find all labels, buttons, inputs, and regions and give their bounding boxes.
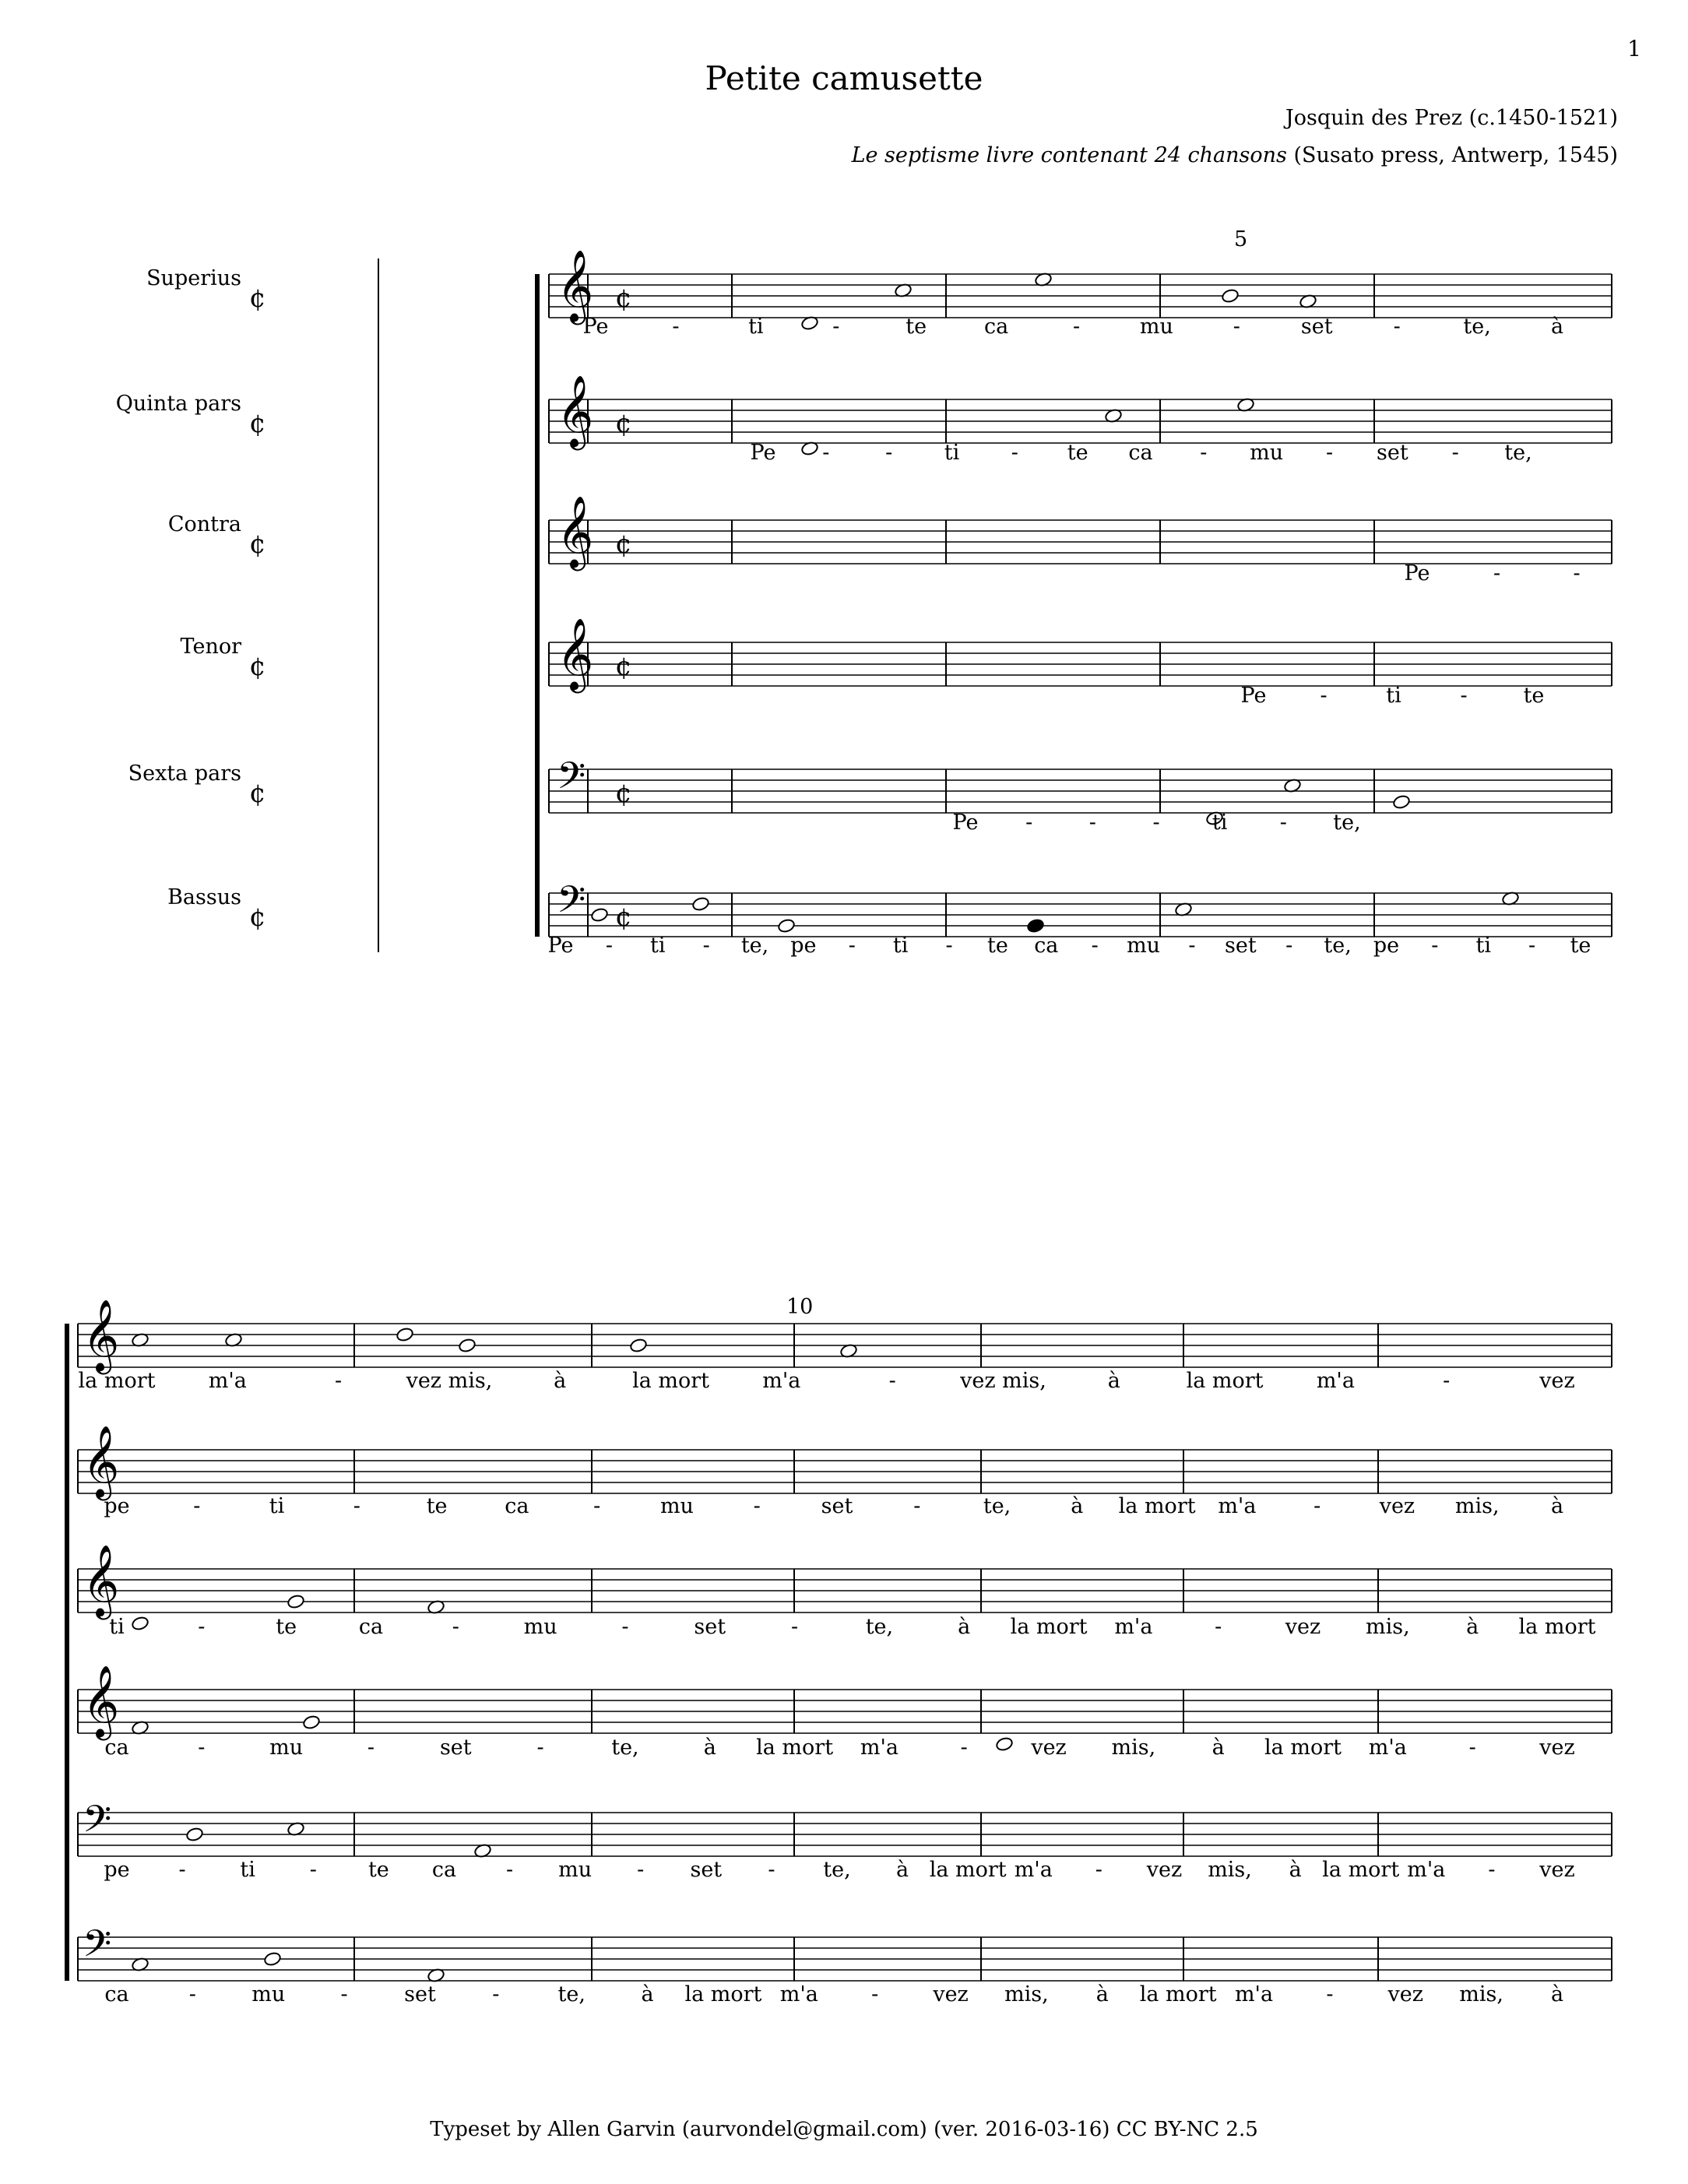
- lyric-syllable: -: [848, 934, 856, 958]
- lyric-syllable: -: [492, 1982, 500, 2006]
- lyric-syllable: vez: [1387, 1982, 1423, 2006]
- lyric-syllable: mu: [523, 1615, 557, 1639]
- lyric-syllable: pe: [104, 1858, 130, 1882]
- lyric-syllable: te: [367, 1858, 389, 1882]
- lyric-syllable: vez: [933, 1982, 969, 2006]
- lyric-syllable: -: [1091, 934, 1099, 958]
- lyric-syllable: mu: [1250, 441, 1284, 465]
- lyric-syllable: -: [198, 1615, 206, 1639]
- lyric-syllable: -: [1285, 934, 1293, 958]
- lyric-syllable: la mort: [78, 1369, 156, 1393]
- lyric-syllable: ti: [650, 934, 666, 958]
- lyric-syllable: set: [694, 1615, 726, 1639]
- lyric-syllable: -: [340, 1982, 348, 2006]
- lyric-syllable: -: [353, 1494, 360, 1518]
- lyric-syllable: -: [1431, 934, 1439, 958]
- lyric-syllable: vez: [1539, 1858, 1575, 1882]
- lyric-syllable: à: [1550, 1982, 1564, 2006]
- treble-clef-icon: 𝄞: [83, 1425, 120, 1497]
- part-name-contra: Contra: [167, 512, 241, 536]
- lyric-syllable: -: [1095, 1858, 1102, 1882]
- lyric-syllable: -: [753, 1494, 761, 1518]
- lyric-syllable: pe: [104, 1494, 130, 1518]
- lyric-syllable: la mort: [1118, 1494, 1196, 1518]
- lyric-syllable: -: [672, 315, 680, 339]
- lyric-syllable: pe: [790, 934, 817, 958]
- lyric-syllable: -: [309, 1858, 317, 1882]
- lyric-syllable: set: [690, 1858, 723, 1882]
- note-head: [1392, 794, 1411, 810]
- lyric-syllable: à: [1550, 315, 1564, 339]
- cut-time-icon: ¢: [615, 778, 632, 809]
- note-head: [263, 1951, 282, 1967]
- note-head: [1026, 918, 1045, 934]
- lyric-syllable: ca: [1034, 934, 1059, 958]
- lyric-syllable: vez mis,: [406, 1369, 493, 1393]
- lyric-syllable: mis,: [1208, 1858, 1252, 1882]
- lyric-syllable: te: [1570, 934, 1591, 958]
- cut-time-icon: ¢: [615, 408, 632, 439]
- source-publisher: (Susato press, Antwerp, 1545): [1286, 143, 1618, 167]
- page-title: Petite camusette: [705, 59, 983, 97]
- note-head: [396, 1327, 414, 1342]
- composer-credit: Josquin des Prez (c.1450-1521): [1285, 106, 1618, 130]
- lyric-syllable: -: [335, 1369, 343, 1393]
- lyric-syllable: la mort: [1518, 1615, 1596, 1639]
- lyric-syllable: ti: [892, 934, 909, 958]
- treble-clef-icon: 𝄞: [557, 375, 594, 447]
- lyric-syllable: mis,: [1454, 1494, 1500, 1518]
- lyric-syllable: mis,: [1004, 1982, 1049, 2006]
- treble-clef-icon: 𝄞: [83, 1299, 120, 1371]
- lyric-syllable: -: [832, 315, 840, 339]
- lyric-syllable: -: [960, 1736, 968, 1760]
- lyric-syllable: la mort: [756, 1736, 834, 1760]
- lyric-syllable: ti: [1211, 811, 1228, 835]
- part-name-quinta: Quinta pars: [115, 392, 241, 416]
- lyric-syllable: à: [1550, 1494, 1564, 1518]
- lyric-syllable: -: [1443, 1369, 1451, 1393]
- lyric-syllable: -: [768, 1858, 775, 1882]
- lyric-syllable: -: [1152, 811, 1160, 835]
- lyric-syllable: -: [1188, 934, 1196, 958]
- lyric-syllable: -: [452, 1615, 459, 1639]
- lyric-syllable: ti: [269, 1494, 285, 1518]
- lyric-syllable: -: [1072, 315, 1081, 339]
- lyric-syllable: -: [178, 1858, 186, 1882]
- bass-clef-icon: 𝄢: [557, 877, 586, 930]
- lyric-syllable: m'a: [1407, 1858, 1446, 1882]
- lyric-syllable: -: [1325, 441, 1334, 465]
- lyric-syllable: -: [1200, 441, 1208, 465]
- lyric-syllable: -: [1088, 811, 1096, 835]
- lyric-syllable: à: [641, 1982, 654, 2006]
- measure-number-10: 10: [786, 1295, 814, 1319]
- lyric-syllable: à: [1071, 1494, 1084, 1518]
- lyric-syllable: la mort: [1186, 1369, 1264, 1393]
- lyric-syllable: -: [1215, 1615, 1222, 1639]
- lyric-syllable: ca: [104, 1982, 129, 2006]
- lyric-syllable: mu: [1139, 315, 1173, 339]
- lyric-syllable: m'a: [762, 1369, 801, 1393]
- lyric-syllable: Pe: [750, 441, 776, 465]
- note-head: [1221, 288, 1240, 304]
- measure-number-5: 5: [1234, 227, 1248, 251]
- lyric-syllable: ti: [240, 1858, 255, 1882]
- lyric-syllable: ca: [358, 1615, 384, 1639]
- lyric-syllable: -: [505, 1858, 514, 1882]
- incipit-mensuration-icon: ¢: [249, 651, 266, 682]
- note-head: [287, 1594, 305, 1609]
- part-name-superius: Superius: [146, 266, 241, 290]
- lyric-syllable: te: [1067, 441, 1088, 465]
- lyric-syllable: -: [791, 1615, 799, 1639]
- part-name-tenor: Tenor: [180, 635, 241, 659]
- lyric-syllable: mu: [1127, 934, 1161, 958]
- lyric-syllable: ca: [1128, 441, 1153, 465]
- lyric-syllable: set: [1224, 934, 1257, 958]
- lyric-syllable: te,: [611, 1736, 639, 1760]
- lyric-syllable: -: [1320, 684, 1328, 708]
- lyric-syllable: vez: [1285, 1615, 1321, 1639]
- lyric-syllable: à: [1211, 1736, 1225, 1760]
- lyric-syllable: te,: [823, 1858, 851, 1882]
- lyric-syllable: ti: [109, 1615, 125, 1639]
- lyric-syllable: ti: [748, 315, 764, 339]
- lyric-syllable: à: [1289, 1858, 1302, 1882]
- lyric-syllable: -: [193, 1494, 201, 1518]
- lyric-syllable: te,: [1333, 811, 1361, 835]
- lyric-syllable: set: [404, 1982, 436, 2006]
- lyric-syllable: te,: [557, 1982, 586, 2006]
- lyric-syllable: la mort: [929, 1858, 1007, 1882]
- lyric-syllable: te,: [1504, 441, 1532, 465]
- note-head: [302, 1714, 321, 1730]
- lyric-syllable: m'a: [1234, 1982, 1274, 2006]
- lyric-syllable: set: [821, 1494, 853, 1518]
- footer-credit: Typeset by Allen Garvin (aurvondel@gmail.com) (ver. 2016-03-16) CC BY-NC 2.5: [430, 2118, 1258, 2141]
- lyric-syllable: à: [554, 1369, 567, 1393]
- lyric-syllable: -: [1233, 315, 1240, 339]
- lyric-syllable: vez: [1539, 1736, 1575, 1760]
- note-head: [691, 896, 710, 912]
- lyric-syllable: mu: [269, 1736, 304, 1760]
- lyric-syllable: mu: [251, 1982, 286, 2006]
- incipit-mensuration-icon: ¢: [249, 283, 266, 314]
- note-head: [629, 1338, 648, 1353]
- lyric-syllable: -: [367, 1736, 375, 1760]
- lyric-syllable: -: [913, 1494, 921, 1518]
- page-number: 1: [1627, 36, 1641, 62]
- note-head: [131, 1616, 149, 1631]
- lyric-syllable: te,: [865, 1615, 894, 1639]
- lyric-syllable: -: [885, 441, 893, 465]
- lyric-syllable: vez: [1379, 1494, 1415, 1518]
- lyric-syllable: ca: [983, 315, 1009, 339]
- lyric-syllable: la mort: [632, 1369, 710, 1393]
- incipit-mensuration-icon: ¢: [249, 408, 266, 439]
- note-head: [777, 918, 796, 934]
- lyric-syllable: m'a: [1218, 1494, 1257, 1518]
- lyric-syllable: vez: [1539, 1369, 1575, 1393]
- lyric-syllable: -: [822, 441, 830, 465]
- lyric-syllable: m'a: [208, 1369, 247, 1393]
- lyric-syllable: -: [1025, 811, 1033, 835]
- treble-clef-icon: 𝄞: [557, 495, 594, 568]
- lyric-syllable: -: [1460, 684, 1468, 708]
- treble-clef-icon: 𝄞: [83, 1544, 120, 1616]
- lyric-syllable: -: [1488, 1858, 1496, 1882]
- bass-clef-icon: 𝄢: [83, 1797, 112, 1850]
- lyric-syllable: te: [1523, 684, 1545, 708]
- lyric-syllable: Pe: [582, 315, 609, 339]
- lyric-syllable: Pe: [952, 811, 979, 835]
- treble-clef-icon: 𝄞: [557, 617, 594, 690]
- lyric-syllable: la mort: [1322, 1858, 1400, 1882]
- lyric-syllable: -: [621, 1615, 629, 1639]
- lyric-syllable: pe: [1373, 934, 1400, 958]
- lyric-syllable: -: [1573, 561, 1581, 586]
- lyric-syllable: Pe: [1240, 684, 1267, 708]
- lyric-syllable: -: [702, 934, 710, 958]
- lyric-syllable: -: [536, 1736, 544, 1760]
- lyric-syllable: -: [1528, 934, 1536, 958]
- lyric-syllable: m'a: [779, 1982, 818, 2006]
- lyric-syllable: la mort: [1264, 1736, 1342, 1760]
- cut-time-icon: ¢: [615, 283, 632, 314]
- lyric-syllable: te: [987, 934, 1008, 958]
- lyric-syllable: à: [1466, 1615, 1479, 1639]
- lyric-syllable: -: [1468, 1736, 1476, 1760]
- lyric-syllable: m'a: [1368, 1736, 1407, 1760]
- incipit-mensuration-icon: ¢: [249, 778, 266, 809]
- lyric-syllable: te: [426, 1494, 448, 1518]
- lyric-syllable: la mort: [1139, 1982, 1217, 2006]
- lyric-syllable: -: [198, 1736, 206, 1760]
- lyric-syllable: à: [703, 1736, 716, 1760]
- note-head: [185, 1827, 204, 1842]
- lyric-syllable: mu: [558, 1858, 593, 1882]
- lyric-syllable: m'a: [1316, 1369, 1355, 1393]
- lyric-syllable: -: [637, 1858, 645, 1882]
- treble-clef-icon: 𝄞: [83, 1665, 120, 1737]
- lyric-syllable: mu: [659, 1494, 694, 1518]
- part-name-sexta: Sexta pars: [128, 761, 241, 786]
- note-head: [458, 1338, 477, 1353]
- lyric-syllable: -: [1451, 441, 1459, 465]
- cut-time-icon: ¢: [615, 529, 632, 560]
- lyric-syllable: m'a: [1014, 1858, 1053, 1882]
- lyric-syllable: set: [1376, 441, 1408, 465]
- bass-clef-icon: 𝄢: [83, 1922, 112, 1975]
- lyric-syllable: te: [906, 315, 927, 339]
- lyric-syllable: vez: [1031, 1736, 1067, 1760]
- lyric-syllable: -: [1279, 811, 1287, 835]
- cut-time-icon: ¢: [615, 902, 632, 933]
- lyric-syllable: la mort: [684, 1982, 762, 2006]
- lyric-syllable: -: [188, 1982, 196, 2006]
- lyric-syllable: la mort: [1010, 1615, 1088, 1639]
- lyric-syllable: ca: [505, 1494, 529, 1518]
- lyric-syllable: te,: [1463, 315, 1491, 339]
- treble-clef-icon: 𝄞: [557, 249, 594, 322]
- lyric-syllable: à: [896, 1858, 909, 1882]
- lyric-syllable: set: [1300, 315, 1333, 339]
- lyric-syllable: mis,: [1111, 1736, 1156, 1760]
- lyric-syllable: vez mis,: [960, 1369, 1046, 1393]
- incipit-mensuration-icon: ¢: [249, 902, 266, 933]
- lyric-syllable: te,: [1324, 934, 1352, 958]
- lyric-syllable: m'a: [860, 1736, 899, 1760]
- lyric-syllable: Pe: [547, 934, 574, 958]
- lyric-syllable: mis,: [1459, 1982, 1503, 2006]
- lyric-syllable: te,: [740, 934, 769, 958]
- lyric-syllable: à: [1095, 1982, 1109, 2006]
- lyric-syllable: -: [1393, 315, 1401, 339]
- lyric-syllable: -: [1011, 441, 1018, 465]
- lyric-syllable: -: [871, 1982, 879, 2006]
- cut-time-icon: ¢: [615, 651, 632, 682]
- lyric-syllable: ti: [1475, 934, 1491, 958]
- lyric-syllable: set: [439, 1736, 472, 1760]
- lyric-syllable: ti: [1386, 684, 1401, 708]
- lyric-syllable: te,: [983, 1494, 1011, 1518]
- note-head: [590, 907, 609, 923]
- lyric-syllable: ca: [431, 1858, 457, 1882]
- incipit-mensuration-icon: ¢: [249, 529, 266, 560]
- lyric-syllable: ca: [104, 1736, 129, 1760]
- lyric-syllable: m'a: [1114, 1615, 1153, 1639]
- lyric-syllable: vez: [1146, 1858, 1183, 1882]
- lyric-syllable: -: [1493, 561, 1501, 586]
- lyric-syllable: à: [1107, 1369, 1120, 1393]
- lyric-syllable: -: [945, 934, 953, 958]
- lyric-syllable: ti: [944, 441, 960, 465]
- lyric-syllable: à: [958, 1615, 971, 1639]
- source-title: Le septisme livre contenant 24 chansons: [851, 143, 1287, 167]
- note-head: [995, 1736, 1014, 1752]
- lyric-syllable: mis,: [1366, 1615, 1410, 1639]
- lyric-syllable: -: [593, 1494, 601, 1518]
- lyric-syllable: -: [1326, 1982, 1334, 2006]
- bass-clef-icon: 𝄢: [557, 754, 586, 807]
- part-name-bassus: Bassus: [167, 885, 241, 909]
- lyric-syllable: te: [276, 1615, 297, 1639]
- lyric-syllable: -: [888, 1369, 896, 1393]
- lyric-syllable: -: [605, 934, 613, 958]
- lyric-syllable: -: [1313, 1494, 1321, 1518]
- lyric-syllable: Pe: [1404, 561, 1430, 586]
